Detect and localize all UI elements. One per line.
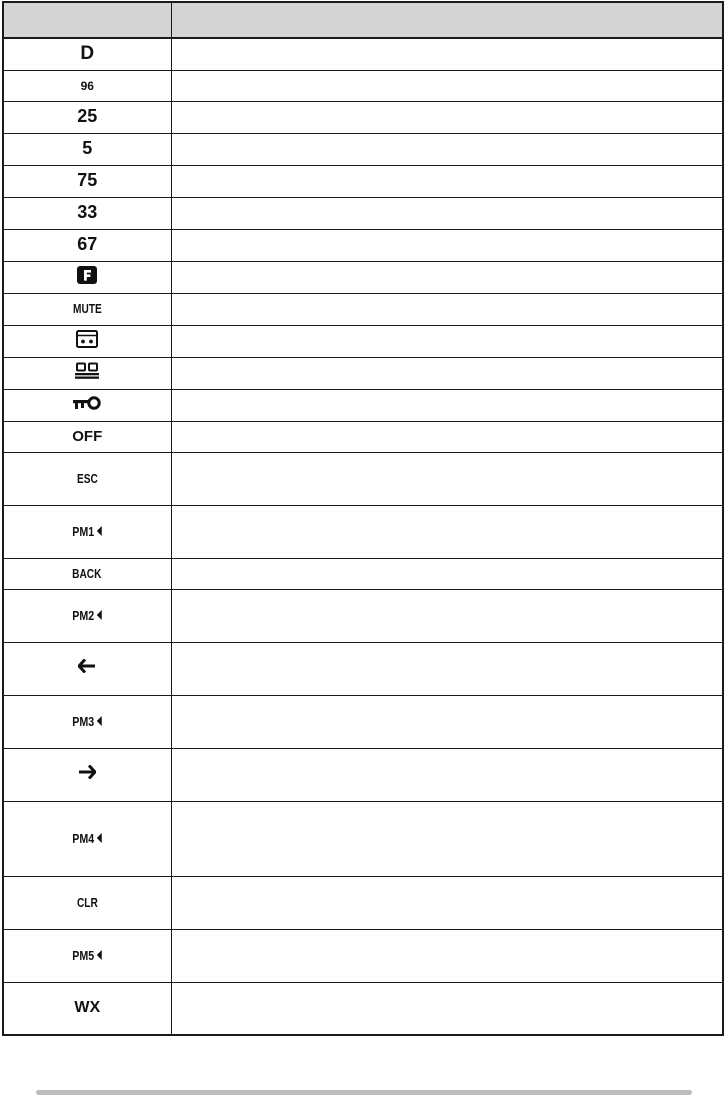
- display-icon-label: D: [80, 43, 95, 65]
- icon-cell: [3, 505, 171, 558]
- display-icon-label: [73, 715, 102, 728]
- triangle-left-icon: [97, 950, 102, 960]
- icon-cell: [3, 165, 171, 197]
- description-cell: [171, 801, 723, 876]
- table-row: [3, 748, 723, 801]
- description-cell: [171, 261, 723, 293]
- pm-label: PM5: [72, 947, 95, 963]
- arrow-left-icon: [78, 659, 96, 673]
- icon-cell: [3, 325, 171, 357]
- table-header-row: [3, 2, 723, 38]
- table-row: [3, 929, 723, 982]
- display-icon-label: [73, 609, 102, 622]
- description-cell: [171, 325, 723, 357]
- pm-label: PM4: [72, 830, 95, 846]
- description-cell: [171, 101, 723, 133]
- f-key-icon: [77, 266, 97, 284]
- triangle-left-icon: [97, 833, 102, 843]
- description-cell: [171, 452, 723, 505]
- display-icon-label: OFF: [72, 427, 103, 445]
- icon-cell: [3, 876, 171, 929]
- icon-cell: [3, 642, 171, 695]
- description-cell: [171, 929, 723, 982]
- table-row: [3, 229, 723, 261]
- arrow-right-icon: [78, 765, 96, 779]
- table-body: [3, 38, 723, 1035]
- table-row: [3, 133, 723, 165]
- table-row: [3, 293, 723, 325]
- description-cell: [171, 38, 723, 70]
- description-cell: [171, 558, 723, 589]
- triangle-left-icon: [97, 716, 102, 726]
- description-cell: [171, 505, 723, 558]
- table-row: [3, 101, 723, 133]
- display-icon-label: WX: [74, 999, 101, 1017]
- header-cell-description: [171, 2, 723, 38]
- icon-cell: [3, 748, 171, 801]
- display-icon-label: 67: [77, 234, 98, 254]
- description-cell: [171, 695, 723, 748]
- icon-cell: [3, 293, 171, 325]
- display-icon-label: CLR: [76, 894, 98, 910]
- display-icon-label: BACK: [72, 565, 102, 581]
- cassette-icon: [76, 330, 98, 348]
- display-icon-label: 96: [80, 78, 94, 93]
- table-row: [3, 197, 723, 229]
- icon-cell: [3, 229, 171, 261]
- icon-cell: [3, 421, 171, 452]
- description-cell: [171, 133, 723, 165]
- description-cell: [171, 293, 723, 325]
- display-icon-label: ESC: [76, 470, 98, 486]
- description-cell: [171, 421, 723, 452]
- table-row: [3, 505, 723, 558]
- display-icon-label: 5: [82, 138, 93, 158]
- description-cell: [171, 165, 723, 197]
- triangle-left-icon: [97, 610, 102, 620]
- icon-cell: [3, 452, 171, 505]
- table-row: [3, 558, 723, 589]
- icon-cell: [3, 589, 171, 642]
- icon-cell: [3, 38, 171, 70]
- display-icon-label: MUTE: [72, 301, 102, 316]
- description-cell: [171, 197, 723, 229]
- table-row: [3, 165, 723, 197]
- table-row: [3, 325, 723, 357]
- dual-link-icon: [75, 362, 99, 379]
- description-cell: [171, 70, 723, 101]
- icon-cell: [3, 929, 171, 982]
- icon-cell: [3, 695, 171, 748]
- icon-table: [2, 1, 724, 1036]
- icon-cell: [3, 101, 171, 133]
- table-row: [3, 38, 723, 70]
- icon-cell: [3, 70, 171, 101]
- header-cell-icon: [3, 2, 171, 38]
- description-cell: [171, 748, 723, 801]
- table-row: [3, 801, 723, 876]
- icon-cell: [3, 801, 171, 876]
- footer-rule: [36, 1090, 692, 1095]
- pm-label: PM2: [72, 607, 95, 623]
- description-cell: [171, 876, 723, 929]
- table-row: [3, 389, 723, 421]
- triangle-left-icon: [97, 526, 102, 536]
- table-row: [3, 452, 723, 505]
- pm-label: PM1: [72, 523, 95, 539]
- table-row: [3, 357, 723, 389]
- table-row: [3, 982, 723, 1035]
- display-icon-label: 33: [77, 202, 98, 222]
- description-cell: [171, 589, 723, 642]
- table-row: [3, 642, 723, 695]
- display-icon-label: 75: [77, 170, 98, 190]
- icon-cell: [3, 389, 171, 421]
- table-row: [3, 589, 723, 642]
- table-row: [3, 695, 723, 748]
- pm-label: PM3: [72, 713, 95, 729]
- description-cell: [171, 642, 723, 695]
- icon-cell: [3, 133, 171, 165]
- description-cell: [171, 229, 723, 261]
- display-icon-label: [73, 525, 102, 538]
- icon-cell: [3, 558, 171, 589]
- description-cell: [171, 982, 723, 1035]
- icon-cell: [3, 261, 171, 293]
- display-icon-label: [73, 832, 102, 845]
- icon-cell: [3, 357, 171, 389]
- table-row: [3, 876, 723, 929]
- icon-cell: [3, 982, 171, 1035]
- table-row: [3, 70, 723, 101]
- description-cell: [171, 389, 723, 421]
- description-cell: [171, 357, 723, 389]
- display-icon-label: 25: [77, 106, 98, 126]
- icon-cell: [3, 197, 171, 229]
- display-icon-label: [73, 949, 102, 962]
- table-row: [3, 261, 723, 293]
- key-lock-icon: [73, 395, 101, 411]
- table-row: [3, 421, 723, 452]
